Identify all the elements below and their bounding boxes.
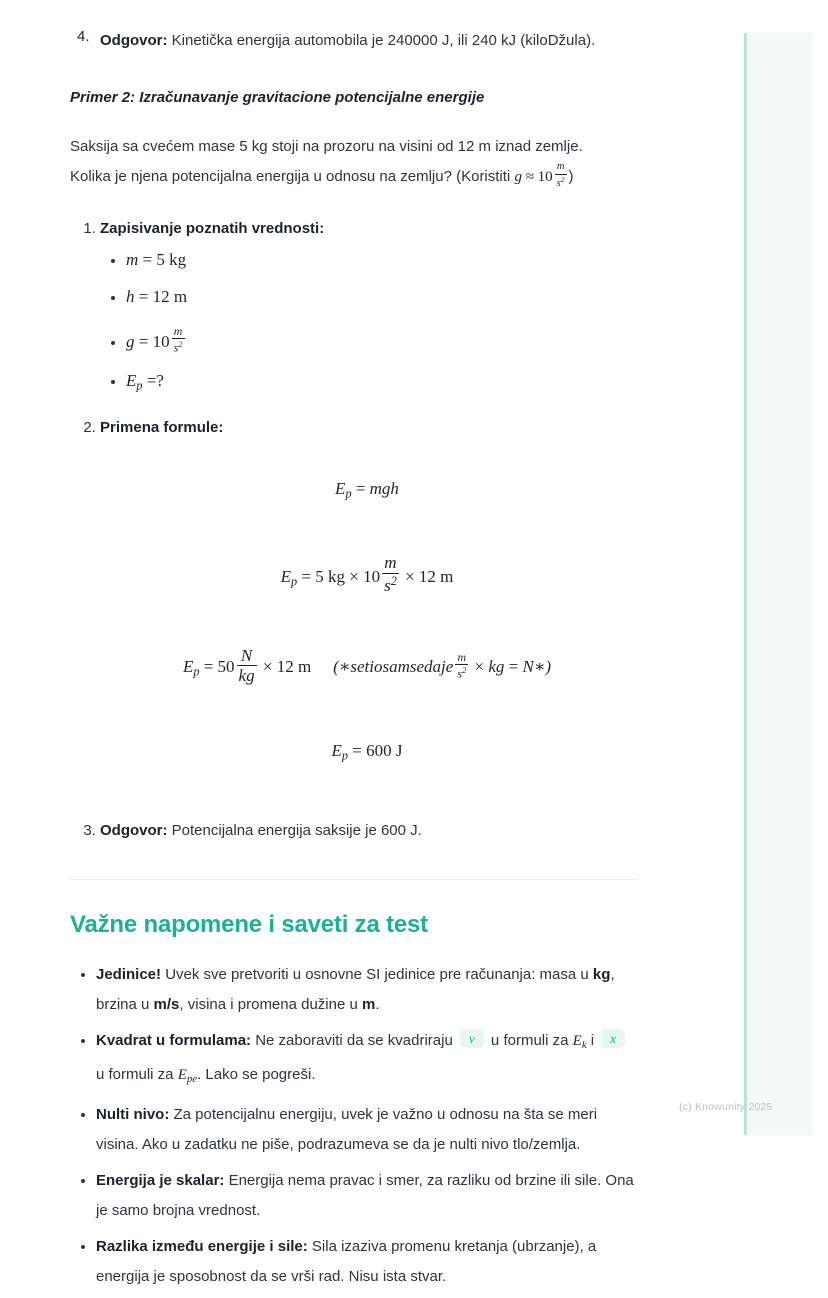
step-item-1 bbox=[100, 215, 640, 394]
known-height-math bbox=[126, 287, 187, 306]
formula-2-frac-den-exp: 2 bbox=[390, 573, 397, 588]
formula-2-frac-num: m bbox=[382, 554, 399, 573]
formula-3-frac-num: N bbox=[237, 647, 257, 666]
known-gravity-fraction bbox=[172, 325, 185, 354]
formula-4-eq: = bbox=[352, 741, 362, 761]
known-item-gravity bbox=[126, 325, 640, 354]
section-divider bbox=[70, 879, 638, 880]
known-mass-eq: = bbox=[142, 250, 153, 270]
tip-nulti-nivo-text: Za potencijalnu energiju, uvek je važno u odnosu na šta se meri visina. Ako u zadatku ne piše, podrazumeva se da je nulti nivo tlo/zemlja. bbox=[96, 1105, 598, 1153]
known-ep-math bbox=[126, 370, 164, 393]
problem-line-2 bbox=[70, 162, 640, 192]
previous-answer-body bbox=[168, 32, 596, 49]
step-item-3 bbox=[100, 817, 640, 845]
problem-approx-sign: ≈ bbox=[525, 169, 534, 186]
known-ep-eq: =? bbox=[146, 370, 164, 390]
tip-jedinice-label: Jedinice! bbox=[96, 965, 162, 983]
tip-kvadrat-ek-subscript: k bbox=[581, 1038, 587, 1051]
displacement-symbol-chip[interactable]: x bbox=[601, 1029, 625, 1048]
formula-2-times-2: × bbox=[405, 567, 415, 587]
tip-kvadrat-ep-math bbox=[178, 1067, 197, 1083]
tip-jedinice-p4: , visina i promena dužine u bbox=[179, 995, 363, 1013]
formula-1-math bbox=[335, 479, 399, 501]
list-item-skalar bbox=[96, 1166, 640, 1226]
formula-3-note-close: ∗) bbox=[533, 657, 552, 676]
tip-kvadrat-text-b: u formuli za bbox=[486, 1031, 573, 1049]
final-answer-text bbox=[168, 822, 422, 839]
formula-2-times-1: × bbox=[349, 567, 359, 587]
tip-kvadrat-text-a: Ne zaboraviti da se kvadriraju bbox=[251, 1031, 457, 1049]
formula-2-frac-den bbox=[382, 574, 399, 594]
tips-list bbox=[70, 960, 640, 1292]
formula-3-fraction bbox=[237, 647, 257, 685]
problem-g-symbol: g bbox=[514, 169, 522, 186]
formula-3-note-times: × bbox=[474, 657, 485, 676]
final-answer-value: Potencijalna energija saksije je 600 J. bbox=[171, 821, 422, 839]
known-gravity-frac-den-base: s bbox=[173, 340, 179, 355]
known-height-eq: = bbox=[138, 287, 149, 307]
formula-3-note-frac-num: m bbox=[455, 651, 468, 665]
known-gravity-frac-den bbox=[172, 339, 185, 353]
tip-skalar-text: Energija nema pravac i smer, za razliku od brzine ili sile. Ona je samo brojna vrednost. bbox=[96, 1171, 634, 1219]
tip-nulti-nivo-label: Nulti nivo: bbox=[96, 1105, 170, 1123]
known-ep-symbol: E bbox=[126, 370, 137, 390]
formula-2-fraction bbox=[382, 554, 399, 594]
formula-3-height: 12 m bbox=[276, 657, 312, 676]
tip-kvadrat-text-d: u formuli za bbox=[96, 1065, 178, 1083]
formula-ep-result bbox=[94, 737, 640, 769]
formula-2-mass: 5 kg bbox=[315, 567, 345, 587]
formula-2-gravity: 10 bbox=[363, 567, 381, 587]
formula-2-math bbox=[280, 553, 454, 595]
formula-3-note-fraction bbox=[455, 651, 468, 680]
previous-answer-value: Kinetička energija automobila je 240000 J, ili 240 kJ (kiloDžula). bbox=[171, 32, 596, 49]
tip-jedinice-unit-m: m bbox=[362, 995, 376, 1013]
formula-3-note-eq: = bbox=[508, 657, 519, 676]
example-heading: Primer 2: Izračunavanje gravitacione potencijalne energije bbox=[70, 89, 485, 106]
tip-jedinice-unit-kg: kg bbox=[592, 965, 611, 983]
formula-3-eq: = bbox=[203, 657, 214, 676]
formula-4-result: 600 J bbox=[366, 741, 403, 761]
formula-2-eq: = bbox=[301, 567, 311, 587]
copyright-watermark: (c) Knowunity 2025 bbox=[679, 1101, 773, 1113]
tip-razlika-label: Razlika između energije i sile: bbox=[96, 1237, 308, 1255]
previous-answer-number: 4. bbox=[77, 28, 90, 45]
step-item-2 bbox=[100, 414, 640, 770]
known-gravity-frac-num: m bbox=[172, 325, 185, 339]
known-height-value: 12 m bbox=[152, 287, 188, 307]
page-title: Važne napomene i saveti za test bbox=[70, 910, 428, 938]
tip-kvadrat-text-c: i bbox=[586, 1031, 599, 1049]
known-gravity-eq: = bbox=[138, 331, 149, 351]
tip-kvadrat-ek-symbol: E bbox=[572, 1032, 582, 1049]
previous-answer-text bbox=[100, 28, 640, 54]
formula-4-lhs: E bbox=[331, 741, 342, 761]
step-2-title: Primena formule: bbox=[100, 419, 224, 437]
formula-1-rhs: mgh bbox=[369, 479, 399, 499]
known-gravity-symbol: g bbox=[126, 331, 135, 351]
problem-g-number: 10 bbox=[537, 169, 553, 186]
formula-2-frac-den-base: s bbox=[384, 575, 391, 595]
previous-answer-item bbox=[70, 28, 640, 54]
tip-jedinice-unit-ms: m/s bbox=[153, 995, 180, 1013]
formula-2-lhs-sub: p bbox=[291, 574, 298, 589]
tip-jedinice-p6: . bbox=[375, 995, 380, 1013]
formula-3-frac-den: kg bbox=[238, 665, 255, 685]
problem-g-frac-den-base: s bbox=[556, 177, 561, 189]
known-gravity-value: 10 bbox=[152, 331, 170, 351]
tip-jedinice-p0: Uvek sve pretvoriti u osnovne SI jedinice pre računanja: masa u bbox=[161, 965, 593, 983]
formula-3-note-result: N bbox=[522, 657, 534, 676]
list-item-razlika bbox=[96, 1232, 640, 1292]
right-mint-strip bbox=[744, 33, 813, 1135]
known-item-height bbox=[126, 288, 640, 307]
formula-4-lhs-sub: p bbox=[341, 748, 349, 763]
formula-3-note-frac-den-base: s bbox=[457, 665, 462, 680]
list-item-jedinice bbox=[96, 960, 640, 1020]
problem-g-frac-num: m bbox=[555, 162, 567, 175]
tip-jedinice-p2: , brzina u bbox=[96, 965, 615, 1013]
formula-ep-substituted bbox=[94, 554, 640, 595]
formula-3-note-frac-den bbox=[455, 665, 468, 679]
tip-kvadrat-label: Kvadrat u formulama: bbox=[96, 1031, 252, 1049]
formula-3-note-frac-den-exp: 2 bbox=[461, 664, 467, 675]
formula-ep-mgh bbox=[94, 475, 640, 507]
known-item-ep bbox=[126, 372, 640, 394]
formula-2-lhs: E bbox=[280, 567, 291, 587]
formula-ep-newton bbox=[94, 647, 640, 686]
known-mass-symbol: m bbox=[126, 250, 139, 270]
previous-answer-label: Odgovor: bbox=[100, 32, 168, 49]
known-item-mass bbox=[126, 251, 640, 270]
problem-g-frac-den bbox=[555, 175, 567, 189]
formula-4-math bbox=[331, 741, 403, 763]
known-mass-math bbox=[126, 250, 186, 269]
known-values-list bbox=[100, 251, 640, 394]
formula-3-math bbox=[182, 645, 552, 685]
tip-kvadrat-ek-math bbox=[573, 1033, 587, 1049]
formula-3-lhs-sub: p bbox=[193, 664, 200, 679]
document-content bbox=[70, 28, 640, 1298]
final-answer-label: Odgovor: bbox=[100, 821, 168, 839]
tip-kvadrat-text-e: . Lako se pogreši. bbox=[197, 1065, 316, 1083]
known-gravity-frac-den-exp: 2 bbox=[178, 339, 183, 350]
tip-kvadrat-ep-subscript: pe bbox=[186, 1072, 198, 1085]
step-1-title: Zapisivanje poznatih vrednosti: bbox=[100, 220, 325, 238]
problem-g-frac-den-exp: 2 bbox=[560, 174, 565, 184]
problem-g-value bbox=[514, 161, 568, 189]
formula-3-lhs: E bbox=[182, 657, 194, 676]
list-item-kvadrat bbox=[96, 1026, 640, 1094]
formula-1-lhs-sub: p bbox=[345, 486, 352, 501]
formula-3-value: 50 bbox=[217, 657, 235, 676]
tip-razlika-text: Sila izaziva promenu kretanja (ubrzanje), a energija je sposobnost da se vrši rad. Nisu ista stvar. bbox=[96, 1237, 597, 1285]
formula-3-times: × bbox=[262, 657, 273, 676]
known-ep-subscript: p bbox=[136, 378, 143, 393]
known-gravity-math bbox=[126, 324, 187, 355]
problem-g-fraction bbox=[555, 162, 567, 189]
tip-skalar-label: Energija je skalar: bbox=[96, 1171, 225, 1189]
known-height-symbol: h bbox=[126, 287, 135, 307]
solution-steps-list bbox=[70, 215, 640, 845]
problem-line-2-pre: Kolika je njena potencijalna energija u odnosu na zemlju? (Koristiti bbox=[70, 168, 515, 186]
formula-3-note-kg: kg bbox=[488, 657, 505, 676]
formula-1-eq: = bbox=[355, 479, 366, 499]
problem-line-1: Saksija sa cvećem mase 5 kg stoji na prozoru na visini od 12 m iznad zemlje. bbox=[70, 138, 583, 155]
tip-kvadrat-ep-symbol: E bbox=[177, 1066, 187, 1083]
formula-1-lhs: E bbox=[335, 479, 346, 499]
velocity-symbol-chip[interactable]: v bbox=[460, 1029, 484, 1048]
formula-2-height: 12 m bbox=[418, 567, 454, 587]
known-mass-value: 5 kg bbox=[156, 250, 187, 270]
list-item-nulti-nivo bbox=[96, 1100, 640, 1160]
formula-3-note-open: (∗setiosamsedaje bbox=[333, 657, 454, 676]
problem-line-2-post: ) bbox=[568, 168, 574, 186]
